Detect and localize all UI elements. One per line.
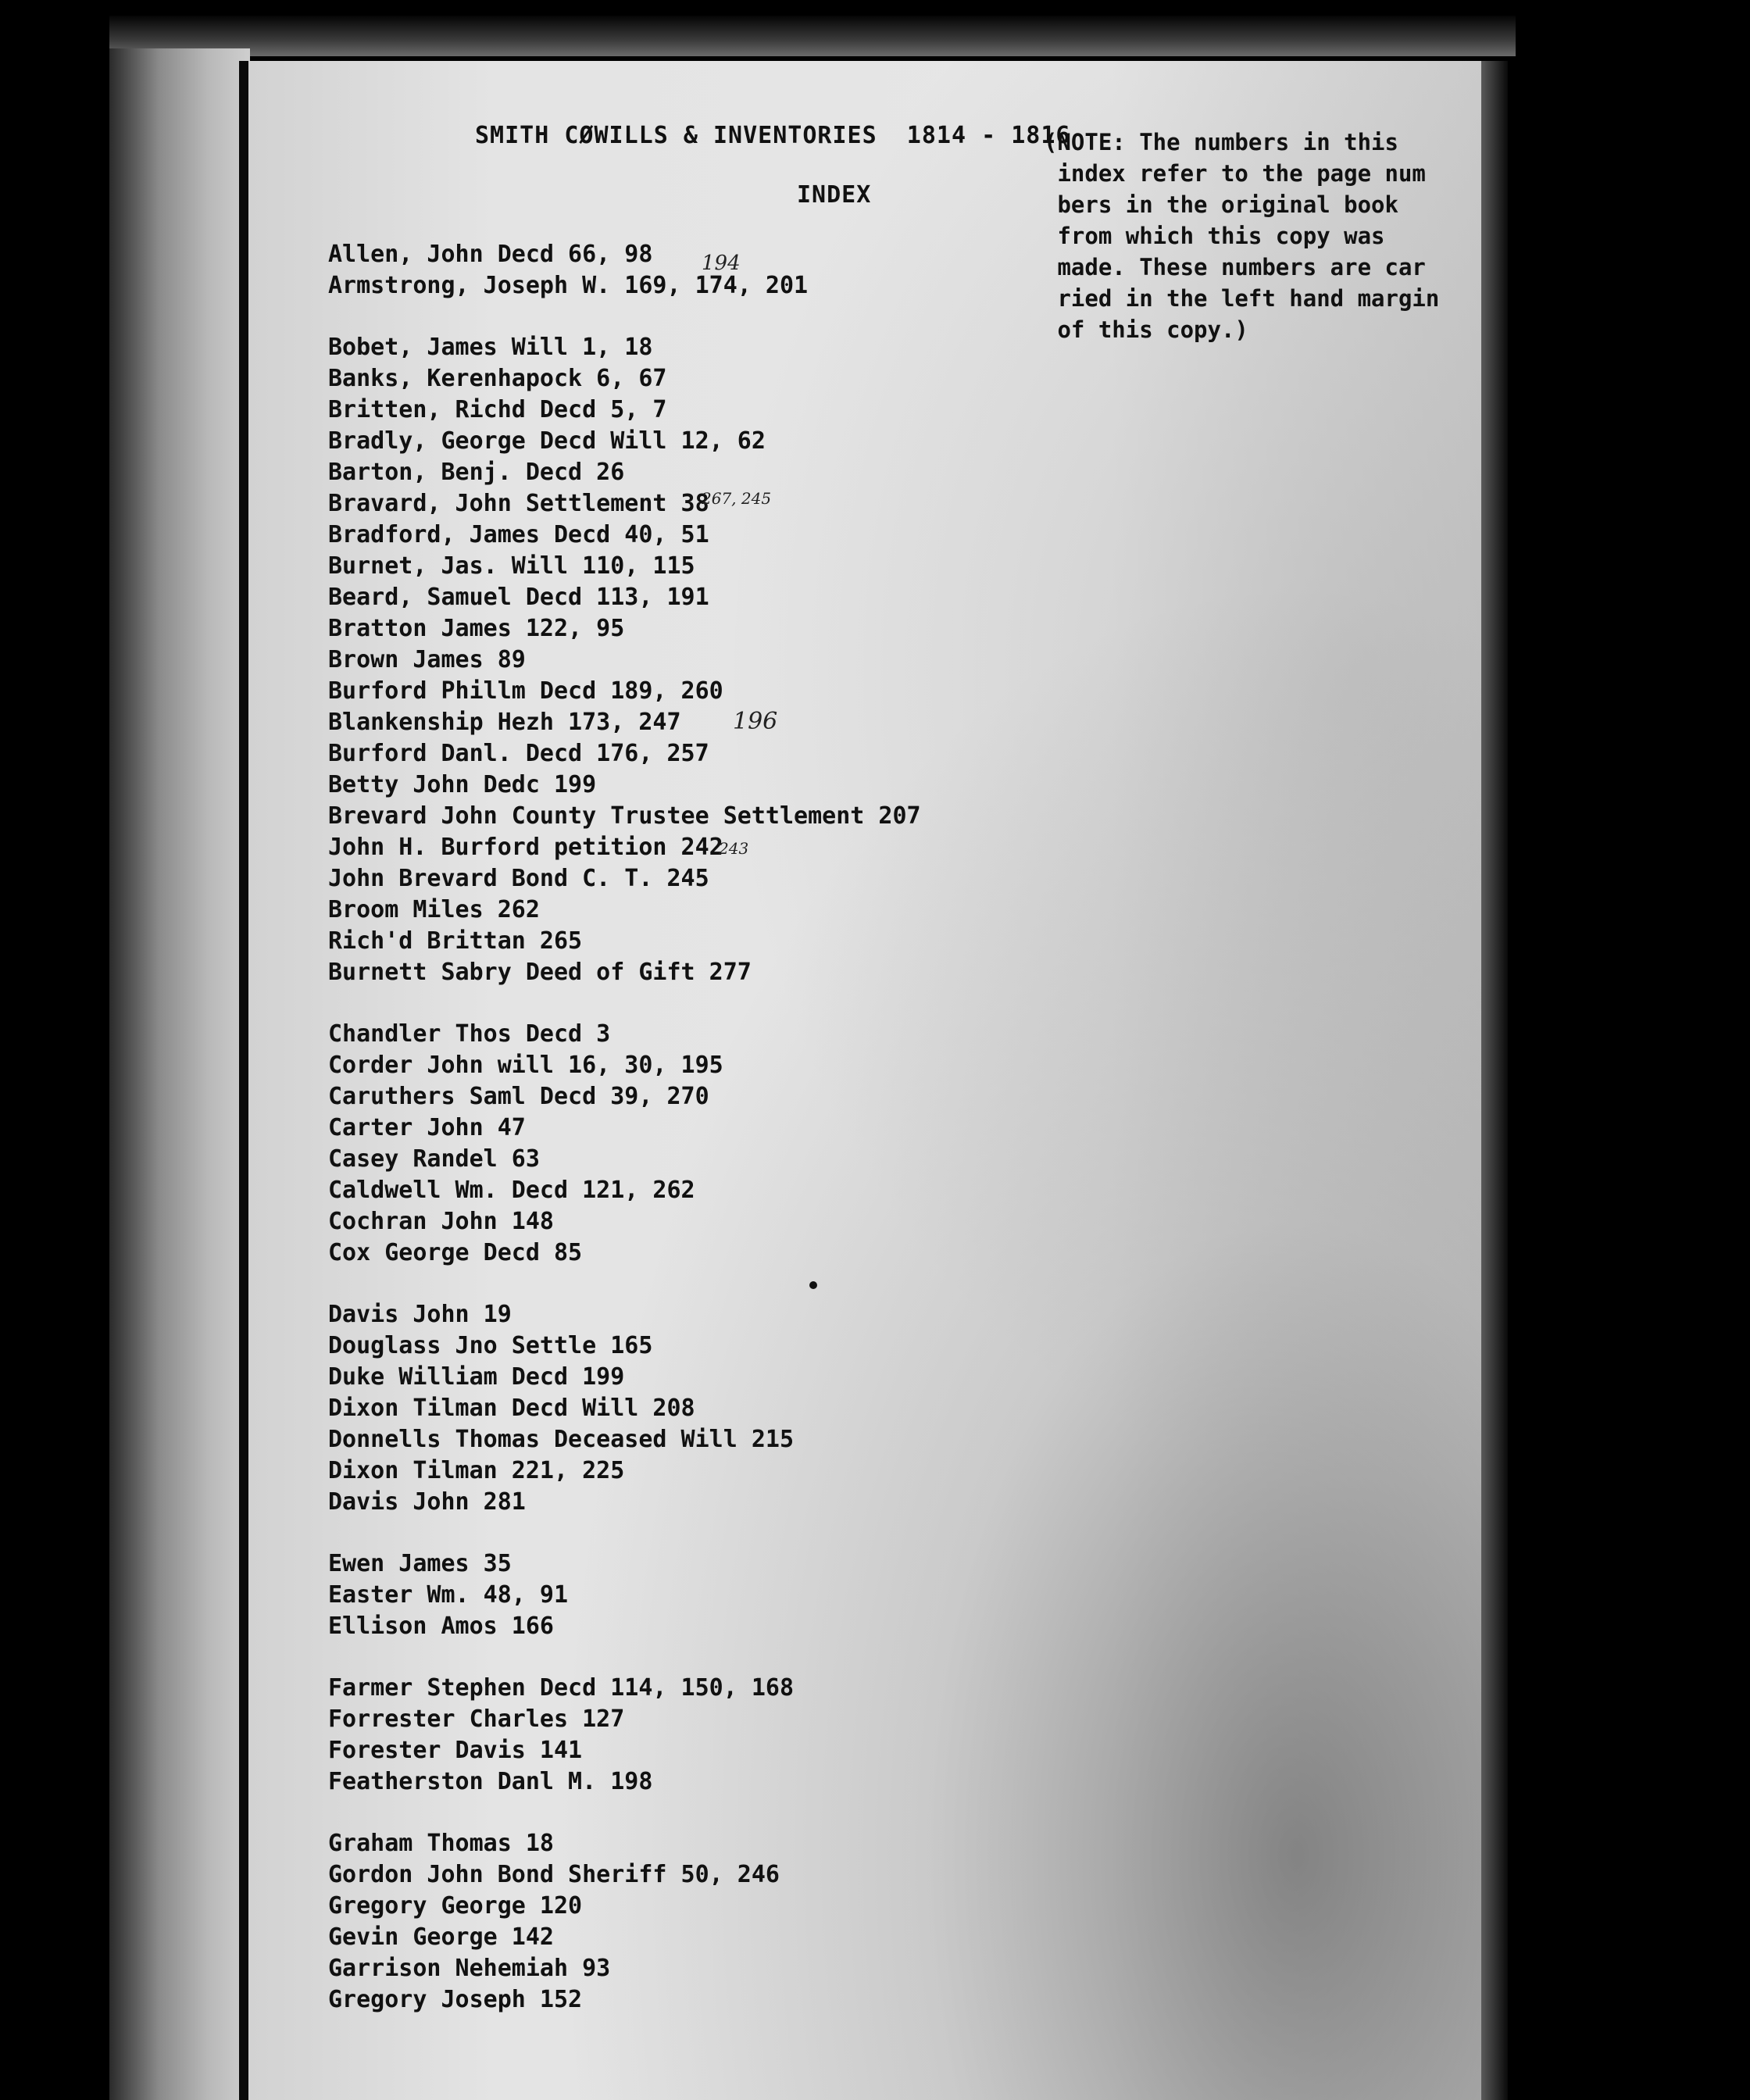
index-entry: Armstrong, Joseph W. 169, 174, 201 [328,272,809,299]
note-line: of this copy.) [1044,316,1248,343]
index-entry: Bradford, James Decd 40, 51 [328,521,709,548]
index-group-d [328,1299,921,1518]
index-entry: Beard, Samuel Decd 113, 191 [328,584,709,611]
note-line: bers in the original book [1044,191,1398,218]
index-entry: Duke William Decd 199 [328,1363,625,1391]
index-entry: Gregory Joseph 152 [328,1986,583,2013]
index-entry: Bobet, James Will 1, 18 [328,334,653,361]
index-entry: Dixon Tilman Decd Will 208 [328,1395,695,1422]
index-group-a [328,239,921,302]
index-entry: Featherston Danl M. 198 [328,1768,653,1795]
note-line: made. These numbers are car [1044,254,1426,280]
index-group-f [328,1673,921,1798]
index-entry: Dixon Tilman 221, 225 [328,1457,625,1484]
index-entry: Burnett Sabry Deed of Gift 277 [328,959,752,986]
index-entry: Casey Randel 63 [328,1145,540,1173]
scan-right-border [1481,61,1508,2100]
scan-top-border [109,16,1516,56]
index-entry: Ellison Amos 166 [328,1612,554,1640]
handwritten-note: 196 [733,708,778,735]
index-entry: Bradly, George Decd Will 12, 62 [328,427,766,455]
index-entry: Burnet, Jas. Will 110, 115 [328,552,695,580]
index-entry: Cox George Decd 85 [328,1239,583,1266]
index-group-b [328,332,921,988]
index-group-c [328,1019,921,1269]
index-entry: Chandler Thos Decd 3 [328,1020,611,1048]
index-entry: Graham Thomas 18 [328,1830,554,1857]
index-entry: Bravard, John Settlement 38 [328,490,709,517]
index-group-g [328,1828,921,2016]
index-entry: Caldwell Wm. Decd 121, 262 [328,1177,695,1204]
index-entry: Burford Danl. Decd 176, 257 [328,740,709,767]
index-entry: Gregory George 120 [328,1892,583,1920]
index-entry: Betty John Dedc 199 [328,771,597,798]
index-entry: Barton, Benj. Decd 26 [328,459,625,486]
index-entry: Forester Davis 141 [328,1737,583,1764]
handwritten-note: 267, 245 [702,489,772,508]
index-entry: Rich'd Brittan 265 [328,927,583,955]
document-page [248,61,1481,2100]
handwritten-note: 243 [719,839,749,858]
index-title: INDEX [797,181,872,209]
note-line: (NOTE: The numbers in this [1044,129,1398,155]
index-entry: Blankenship Hezh 173, 247 [328,709,681,736]
index-entry: Gordon John Bond Sheriff 50, 246 [328,1861,780,1888]
index-entry: Brevard John County Trustee Settlement 207 [328,802,921,830]
note-block [1044,127,1450,345]
document-header: SMITH CØWILLS & INVENTORIES 1814 - 1816 [475,122,1071,149]
index-entry: Allen, John Decd 66, 98 [328,241,653,268]
ink-speck [809,1281,817,1289]
index-entry: Forrester Charles 127 [328,1705,625,1733]
handwritten-note: 194 [702,252,741,275]
note-line: ried in the left hand margin [1044,285,1440,312]
index-group-e [328,1548,921,1642]
index-entry: Banks, Kerenhapock 6, 67 [328,365,667,392]
index-entry: Farmer Stephen Decd 114, 150, 168 [328,1674,795,1702]
index-entry: John H. Burford petition 242 [328,834,723,861]
note-line: from which this copy was [1044,223,1385,249]
index-entry: Corder John will 16, 30, 195 [328,1052,723,1079]
index-entry: Davis John 281 [328,1488,526,1516]
index-entry: Douglass Jno Settle 165 [328,1332,653,1359]
index-entry: Bratton James 122, 95 [328,615,625,642]
note-line: index refer to the page num [1044,160,1426,187]
index-entry: Carter John 47 [328,1114,526,1141]
index-entry: Caruthers Saml Decd 39, 270 [328,1083,709,1110]
index-entry: Britten, Richd Decd 5, 7 [328,396,667,423]
index-entry: Cochran John 148 [328,1208,554,1235]
index-entry: Ewen James 35 [328,1550,512,1577]
index-entries [328,239,921,2046]
index-entry: Davis John 19 [328,1301,512,1328]
index-entry: Broom Miles 262 [328,896,540,923]
index-entry: Garrison Nehemiah 93 [328,1955,611,1982]
index-entry: Gevin George 142 [328,1923,554,1951]
index-entry: John Brevard Bond C. T. 245 [328,865,709,892]
scan-left-border [109,48,250,2100]
index-entry: Burford Phillm Decd 189, 260 [328,677,723,705]
index-entry: Donnells Thomas Deceased Will 215 [328,1426,795,1453]
index-entry: Easter Wm. 48, 91 [328,1581,569,1609]
index-entry: Brown James 89 [328,646,526,673]
